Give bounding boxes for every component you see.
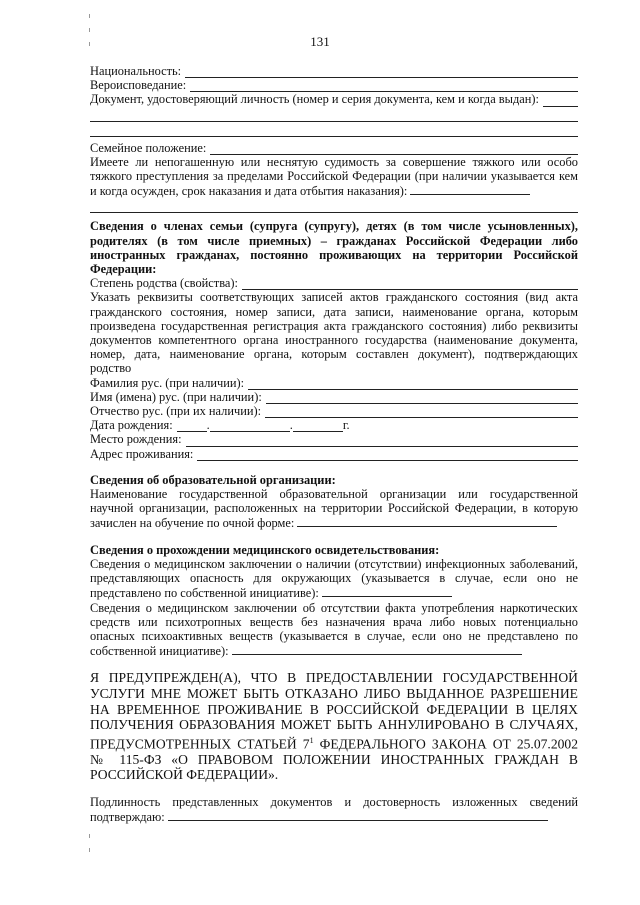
birth-place-field[interactable] bbox=[186, 435, 578, 447]
kinship-label: Степень родства (свойства): bbox=[90, 276, 238, 291]
warning-superscript: 1 bbox=[309, 735, 314, 745]
patronymic-field[interactable] bbox=[265, 406, 578, 418]
kinship-field[interactable] bbox=[242, 278, 578, 290]
confirmation-label: Подлинность представленных документов и достоверность изложенных сведений подтверждаю: bbox=[90, 795, 578, 825]
identity-doc-row bbox=[90, 92, 578, 106]
warning-text-part-2: ФЕДЕРАЛЬНОГО ЗАКОНА ОТ 25.07.2002 № 115-ФЗ «О ПРАВОВОМ ПОЛОЖЕНИИ ИНОСТРАННЫХ ГРАЖДАН В РОССИЙСКОЙ ФЕДЕРАЦИИ». bbox=[90, 736, 579, 783]
medical-infection-text bbox=[90, 557, 578, 601]
birth-place-row bbox=[90, 432, 578, 446]
confirmation-signature-field[interactable] bbox=[168, 809, 548, 821]
birth-date-label: Дата рождения: bbox=[90, 418, 173, 433]
birth-month-field[interactable] bbox=[210, 420, 290, 432]
address-label: Адрес проживания: bbox=[90, 446, 194, 461]
nationality-row bbox=[90, 64, 578, 78]
education-text bbox=[90, 487, 578, 531]
page-number: 131 bbox=[310, 34, 330, 49]
address-field[interactable] bbox=[197, 449, 578, 461]
marital-status-field[interactable] bbox=[210, 143, 578, 155]
civil-records-text: Указать реквизиты соответствующих записей актов гражданского состояния (вид акта гражданского состояния, номер записи, дата записи, наименование органа, которым произведена государственная регистрация акта гражданского состояния) либо реквизиты документов компетентного органа иностранного государства (наименование документа, номер, дата, наименование органа, которым составлен документ), подтверждающих родство bbox=[90, 290, 578, 376]
medical-drugs-text bbox=[90, 601, 578, 659]
medical-heading: Сведения о прохождении медицинского освидетельствования: bbox=[90, 542, 440, 557]
marital-status-row bbox=[90, 141, 578, 155]
name-row bbox=[90, 390, 578, 404]
religion-label: Вероисповедание: bbox=[90, 78, 187, 93]
warning-notice bbox=[90, 670, 578, 783]
address-row bbox=[90, 447, 578, 461]
birth-day-field[interactable] bbox=[177, 420, 207, 432]
identity-doc-field-line-3[interactable] bbox=[90, 122, 578, 137]
surname-row bbox=[90, 376, 578, 390]
patronymic-label: Отчество рус. (при их наличии): bbox=[90, 404, 262, 419]
criminal-record-label: Имеете ли непогашенную или неснятую судимость за совершение тяжкого или особо тяжкого преступления за пределами Российской Федерации (при наличии указывается кем и когда осужден, срок наказания и дата отбытия наказания): bbox=[90, 154, 578, 199]
form-content bbox=[90, 64, 578, 824]
religion-field[interactable] bbox=[190, 80, 578, 92]
birth-place-label: Место рождения: bbox=[90, 432, 182, 447]
criminal-record-question bbox=[90, 155, 578, 199]
religion-row bbox=[90, 78, 578, 92]
warning-text-part-1: Я ПРЕДУПРЕЖДЕН(А), ЧТО В ПРЕДОСТАВЛЕНИИ ГОСУДАРСТВЕННОЙ УСЛУГИ МНЕ МОЖЕТ БЫТЬ ОТКАЗАНО ЛИБО ВЫДАННОЕ РАЗРЕШЕНИЕ НА ВРЕМЕННОЕ ПРОЖИВАНИЕ В РОССИЙСКОЙ ФЕДЕРАЦИИ В ЦЕЛЯХ ПОЛУЧЕНИЯ ОБРАЗОВАНИЯ МОЖЕТ БЫТЬ АННУЛИРОВАНО В СЛУЧАЯХ, ПРЕДУСМОТРЕННЫХ СТАТЬЕЙ 7 bbox=[90, 670, 578, 752]
education-field[interactable] bbox=[297, 515, 557, 527]
confirmation-text bbox=[90, 795, 578, 824]
name-field[interactable] bbox=[266, 392, 578, 404]
education-heading: Сведения об образовательной организации: bbox=[90, 472, 336, 487]
nationality-label: Национальность: bbox=[90, 64, 182, 78]
birth-date-year-suffix: г. bbox=[342, 418, 350, 433]
identity-doc-field[interactable] bbox=[543, 95, 578, 107]
marital-status-label: Семейное положение: bbox=[90, 140, 207, 155]
criminal-record-field-line-2[interactable] bbox=[90, 198, 578, 213]
identity-doc-field-line-2[interactable] bbox=[90, 107, 578, 122]
birth-year-field[interactable] bbox=[293, 420, 343, 432]
patronymic-row bbox=[90, 404, 578, 418]
birth-date-separator: . bbox=[289, 418, 293, 433]
medical-drugs-field[interactable] bbox=[232, 643, 522, 655]
criminal-record-field[interactable] bbox=[410, 183, 530, 195]
surname-label: Фамилия рус. (при наличии): bbox=[90, 375, 245, 390]
identity-doc-label: Документ, удостоверяющий личность (номер и серия документа, кем и когда выдан): bbox=[90, 92, 539, 107]
medical-infection-field[interactable] bbox=[322, 585, 452, 597]
education-label: Наименование государственной образовательной организации или государственной научной организации, расположенных на территории Российской Федерации, в которую зачислен на обучение по очной форме: bbox=[90, 487, 578, 531]
medical-drugs-label: Сведения о медицинском заключении об отсутствии факта употребления наркотических средств или психотропных веществ без назначения врача либо новых потенциально опасных психоактивных веществ (указывается в случае, если оно не представлено по собственной инициативе): bbox=[90, 600, 578, 659]
nationality-field[interactable] bbox=[185, 66, 578, 78]
surname-field[interactable] bbox=[248, 378, 578, 390]
birth-date-row bbox=[90, 418, 578, 432]
family-heading: Сведения о членах семьи (супруга (супругу), детях (в том числе усыновленных), родителях (в том числе приемных) – гражданах Российской Федерации либо иностранных гражданах, постоянно проживающих на территории Российской Федерации: bbox=[90, 219, 578, 277]
kinship-row bbox=[90, 276, 578, 290]
medical-infection-label: Сведения о медицинском заключении о наличии (отсутствии) инфекционных заболеваний, представляющих опасность для окружающих (указывается в случае, если оно не представлено по собственной инициативе): bbox=[90, 556, 578, 601]
name-label: Имя (имена) рус. (при наличии): bbox=[90, 389, 262, 404]
birth-date-separator: . bbox=[206, 418, 210, 433]
